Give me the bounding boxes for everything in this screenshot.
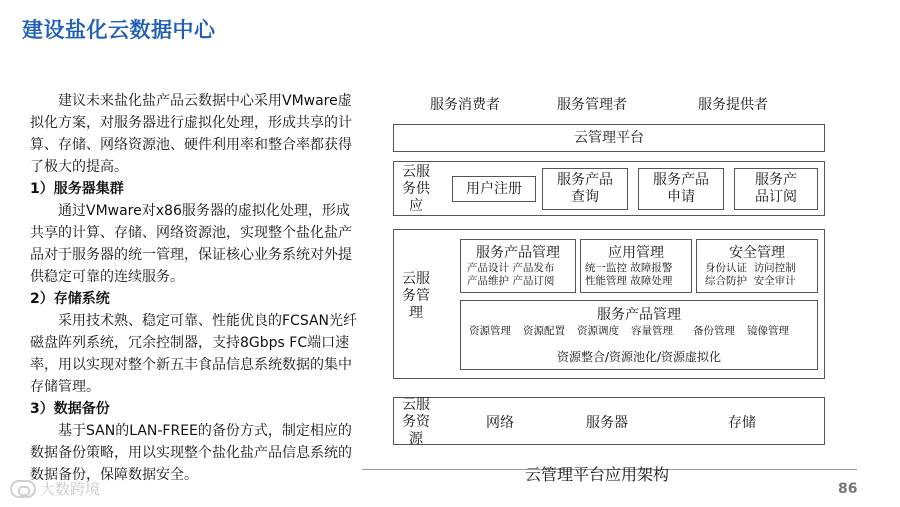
section-text: 基于SAN的LAN-FREE的备份方式，制定相应的数据备份策略，用以实现整个盐化盐产品信息系统的数据备份，保障数据安全。: [30, 423, 352, 483]
section-heading: 3）数据备份: [30, 401, 110, 417]
resource-layer: [393, 397, 825, 445]
page-title: 建设盐化云数据中心: [22, 18, 216, 42]
supply-item: 服务产品订阅: [734, 168, 818, 210]
management-label: 云服务管理: [402, 270, 430, 321]
resource-label: 云服务资源: [402, 396, 430, 447]
supply-label: 云服务供应: [402, 163, 430, 214]
role-manager: 服务管理者: [557, 97, 627, 113]
mgmt-group-security: 安全管理 身份认证 访问控制 综合防护 安全审计: [696, 239, 818, 293]
supply-item: 服务产品申请: [638, 168, 724, 210]
section-heading: 2）存储系统: [30, 291, 110, 307]
mgmt-group-product: 服务产品管理 产品设计 产品发布 产品维护 产品订阅: [460, 239, 576, 293]
supply-layer: [393, 161, 825, 216]
supply-item: 服务产品查询: [542, 168, 628, 210]
section-text: 采用技术熟、稳定可靠、性能优良的FCSAN光纤磁盘阵列系统，冗余控制器，支持8Gbps FC端口速率，用以实现对整个新五丰食品信息系统数据的集中存储管理。: [30, 313, 358, 395]
platform-box: [393, 124, 825, 152]
watermark-logo-icon: [10, 480, 36, 498]
management-layer: [393, 229, 825, 379]
role-consumer: 服务消费者: [430, 97, 500, 113]
mgmt-group-resource: 服务产品管理 资源管理 资源配置 资源调度 容量管理 备份管理 镜像管理 资源整合/资源池化/资源虚拟化: [460, 300, 818, 370]
resource-item: 存储: [728, 415, 756, 431]
section-heading: 1）服务器集群: [30, 181, 124, 197]
intro-paragraph: 建议未来盐化盐产品云数据中心采用VMware虚拟化方案，对服务器进行虚拟化处理，形成共享的计算、存储、网络资源池、硬件利用率和整合率都获得了极大的提高。: [30, 93, 352, 175]
watermark: 大数跨境: [10, 478, 100, 499]
body-text: [30, 90, 360, 486]
role-provider: 服务提供者: [698, 97, 768, 113]
mgmt-group-app: 应用管理 统一监控 故障报警 性能管理 故障处理: [580, 239, 692, 293]
supply-item: 用户注册: [452, 176, 536, 202]
diagram-caption: 云管理平台应用架构: [525, 465, 670, 484]
page-number: 86: [838, 481, 858, 497]
resource-item: 服务器: [586, 415, 628, 431]
resource-item: 网络: [486, 415, 514, 431]
platform-label: 云管理平台: [574, 129, 644, 146]
section-text: 通过VMware对x86服务器的虚拟化处理，形成共享的计算、存储、网络资源池，实现整个盐化盐产品对于服务器的统一管理，保证核心业务系统对外提供稳定可靠的连续服务。: [30, 203, 352, 285]
